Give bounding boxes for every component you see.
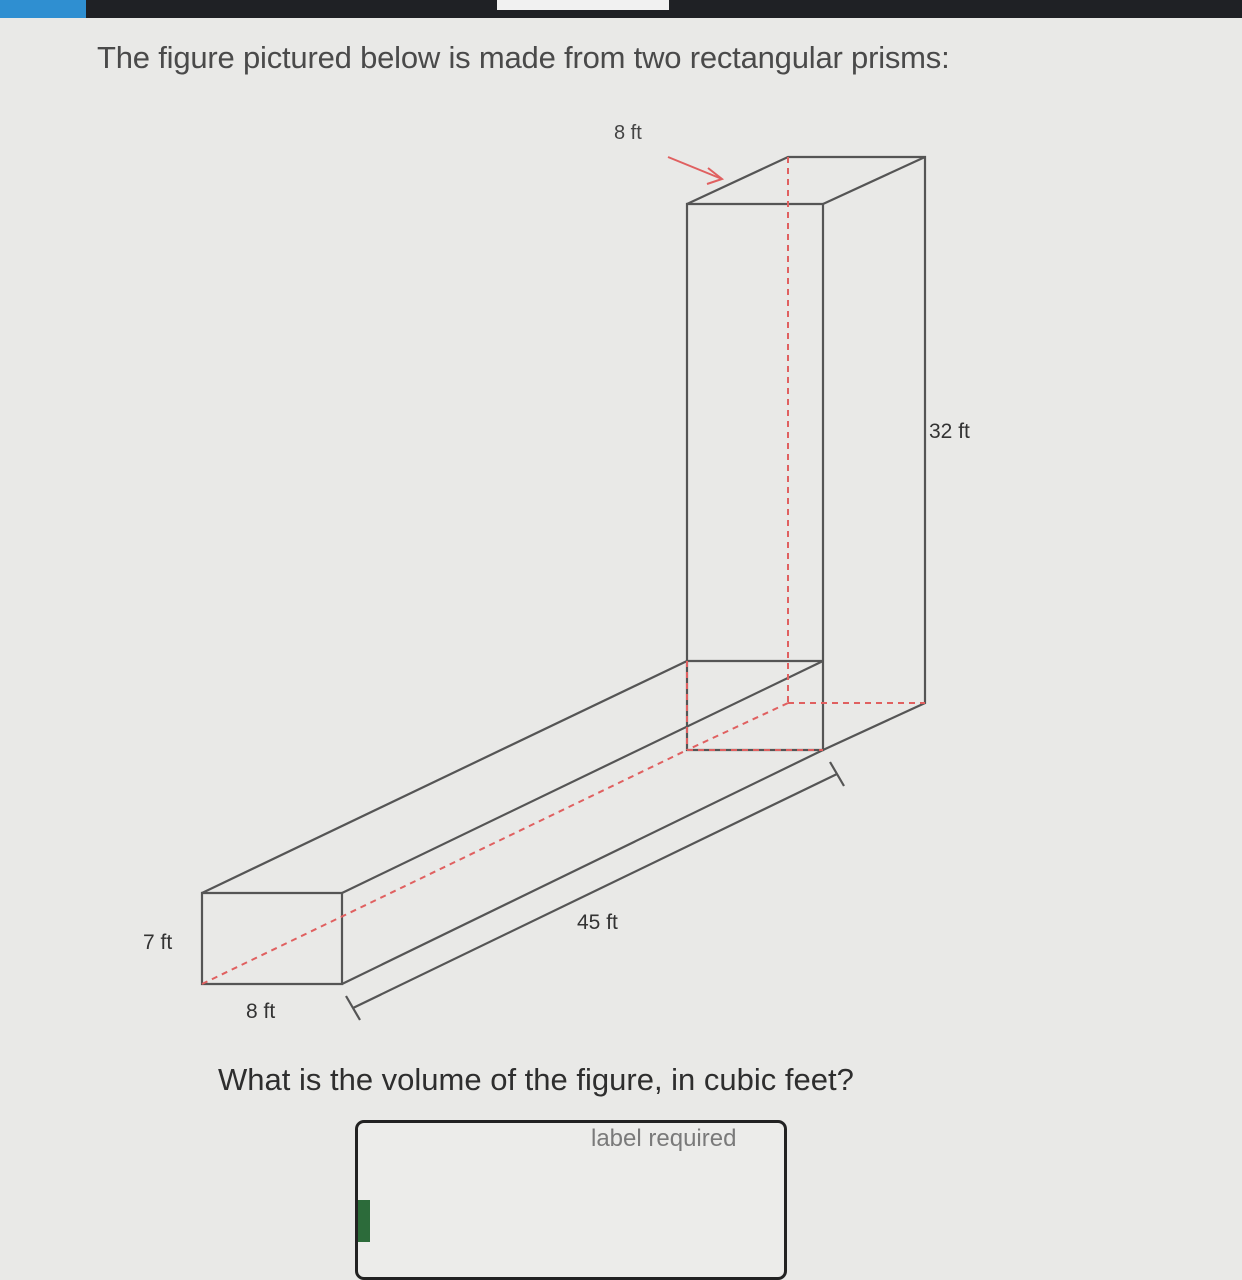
- length-dimension-line: [353, 774, 837, 1008]
- label-height: 32 ft: [929, 420, 970, 443]
- long-prism-top-back-edge: [202, 661, 687, 893]
- long-prism-end-face: [202, 893, 342, 984]
- length-dimension-tick-left: [346, 996, 360, 1020]
- hidden-long-mid-edge: [342, 661, 823, 893]
- label-base-width: 8 ft: [246, 1000, 276, 1023]
- question-prompt: What is the volume of the figure, in cubic feet?: [218, 1062, 854, 1097]
- question-intro: The figure pictured below is made from two rectangular prisms:: [97, 40, 950, 75]
- tall-prism-top-right-edge: [823, 157, 925, 204]
- visible-edges: [202, 157, 925, 1020]
- text-cursor: [358, 1200, 370, 1242]
- hidden-edges: [202, 157, 925, 984]
- label-top-width: 8 ft: [614, 122, 642, 144]
- tall-prism-front-face: [687, 204, 823, 750]
- answer-placeholder: label required: [591, 1125, 737, 1152]
- top-width-arrow: [668, 157, 722, 184]
- length-dimension-tick-right: [830, 762, 844, 786]
- hidden-diagonal-edge: [687, 703, 788, 750]
- hidden-long-bottom-edge: [202, 750, 687, 984]
- label-base-height: 7 ft: [143, 931, 173, 954]
- long-prism-bottom-edge: [342, 750, 823, 984]
- label-length: 45 ft: [577, 911, 618, 934]
